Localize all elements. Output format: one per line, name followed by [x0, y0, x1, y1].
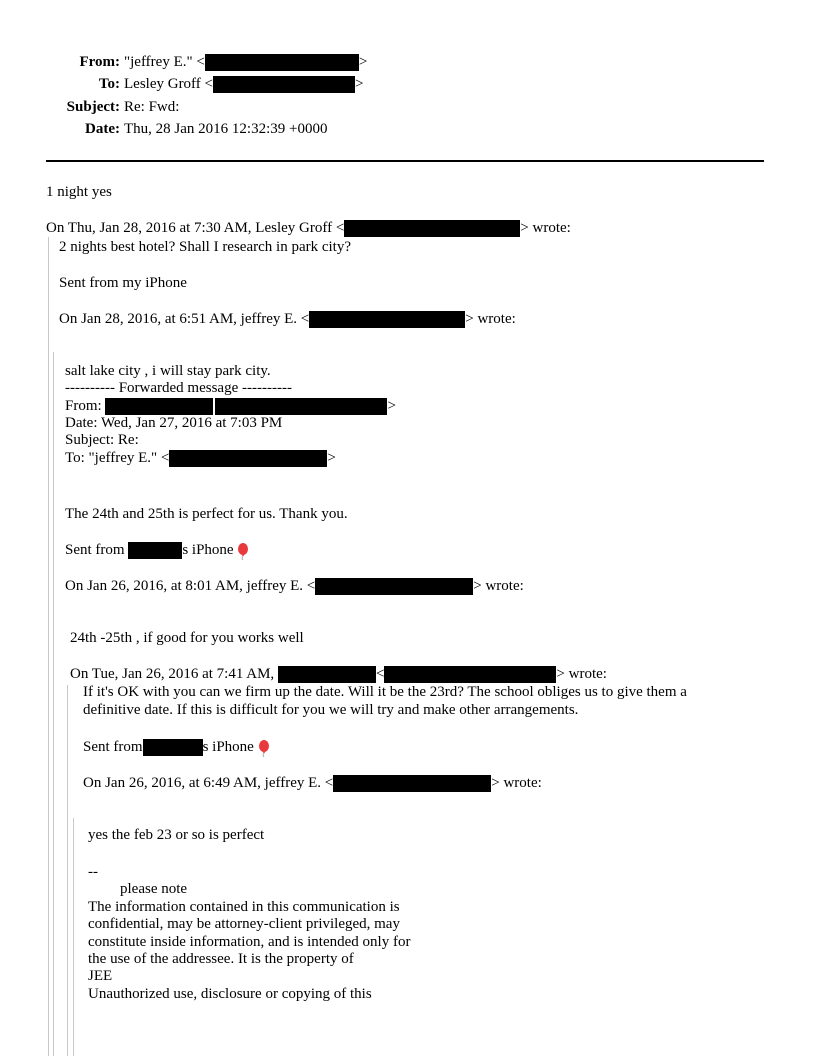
- forwarded-separator: ---------- Forwarded message ----------: [65, 380, 292, 396]
- redaction-block: [344, 220, 520, 237]
- quote-bar: [48, 237, 49, 1056]
- to-close: >: [355, 76, 364, 92]
- to-value: [124, 76, 363, 93]
- redaction-block: [315, 578, 473, 595]
- redaction-block: [128, 542, 182, 559]
- forwarded-from: From: >: [65, 398, 396, 414]
- date-value: Thu, 28 Jan 2016 12:32:39 +0000: [124, 121, 328, 137]
- quote-attribution: On Thu, Jan 28, 2016 at 7:30 AM, Lesley Groff < > wrote:: [46, 220, 571, 236]
- disclaimer-text: confidential, may be attorney-client privileged, may: [88, 916, 400, 932]
- quote-bar: [53, 352, 54, 1056]
- redaction-block: [213, 76, 355, 93]
- redaction-block: [384, 666, 556, 683]
- reply-text: 1 night yes: [46, 184, 112, 200]
- disclaimer-text: Unauthorized use, disclosure or copying of this: [88, 986, 372, 1002]
- quote-attribution: On Tue, Jan 26, 2016 at 7:41 AM, < > wrote:: [70, 666, 607, 682]
- redaction-block: [169, 450, 327, 467]
- quote-attribution: On Jan 26, 2016, at 8:01 AM, jeffrey E. < > wrote:: [65, 578, 524, 594]
- message-text: 2 nights best hotel? Shall I research in park city?: [59, 239, 351, 255]
- forwarded-date: Date: Wed, Jan 27, 2016 at 7:03 PM: [65, 415, 283, 431]
- forwarded-subject: Subject: Re:: [65, 432, 139, 448]
- from-value: [124, 54, 367, 71]
- message-text: definitive date. If this is difficult for you we will try and make other arrangements.: [83, 702, 579, 718]
- quote-bar: [67, 685, 68, 1056]
- quote-attribution: On Jan 28, 2016, at 6:51 AM, jeffrey E. < > wrote:: [59, 311, 516, 327]
- redaction-block: [278, 666, 376, 683]
- signature-line: Sent from s iPhone: [83, 739, 270, 756]
- red-balloon-emoji-icon: [258, 739, 270, 756]
- redaction-block: [215, 398, 387, 415]
- header-divider: [46, 160, 764, 162]
- redaction-block: [143, 739, 203, 756]
- to-text: Lesley Groff <: [124, 76, 213, 92]
- signature-line: Sent from s iPhone: [65, 542, 249, 559]
- from-text: "jeffrey E." <: [124, 54, 205, 70]
- redaction-block: [105, 398, 213, 415]
- redaction-block: [333, 775, 491, 792]
- redaction-block: [205, 54, 359, 71]
- quote-bar: [73, 818, 74, 1056]
- message-text: yes the feb 23 or so is perfect: [88, 827, 265, 843]
- subject-label: Subject:: [66, 99, 120, 115]
- forwarded-to: To: "jeffrey E." < >: [65, 450, 336, 466]
- disclaimer-text: constitute inside information, and is intended only for: [88, 934, 411, 950]
- red-balloon-emoji-icon: [237, 542, 249, 559]
- subject-value: Re: Fwd:: [124, 99, 180, 115]
- redaction-block: [309, 311, 465, 328]
- quote-attribution: On Jan 26, 2016, at 6:49 AM, jeffrey E. < > wrote:: [83, 775, 542, 791]
- from-label: From:: [79, 54, 120, 70]
- signature-dash: --: [88, 864, 98, 880]
- to-label: To:: [98, 76, 120, 92]
- message-text: salt lake city , i will stay park city.: [65, 363, 271, 379]
- disclaimer-text: the use of the addressee. It is the property of: [88, 951, 354, 967]
- disclaimer-text: The information contained in this communication is: [88, 899, 400, 915]
- date-label: Date:: [85, 121, 120, 137]
- from-close: >: [358, 54, 368, 70]
- message-text: The 24th and 25th is perfect for us. Thank you.: [65, 506, 348, 522]
- disclaimer-text: JEE: [88, 968, 113, 984]
- message-text: If it's OK with you can we firm up the date. Will it be the 23rd? The school obliges us to give them a: [83, 684, 687, 700]
- message-text: 24th -25th , if good for you works well: [70, 630, 304, 646]
- message-text: Sent from my iPhone: [59, 275, 187, 291]
- signature-note: please note: [120, 881, 188, 897]
